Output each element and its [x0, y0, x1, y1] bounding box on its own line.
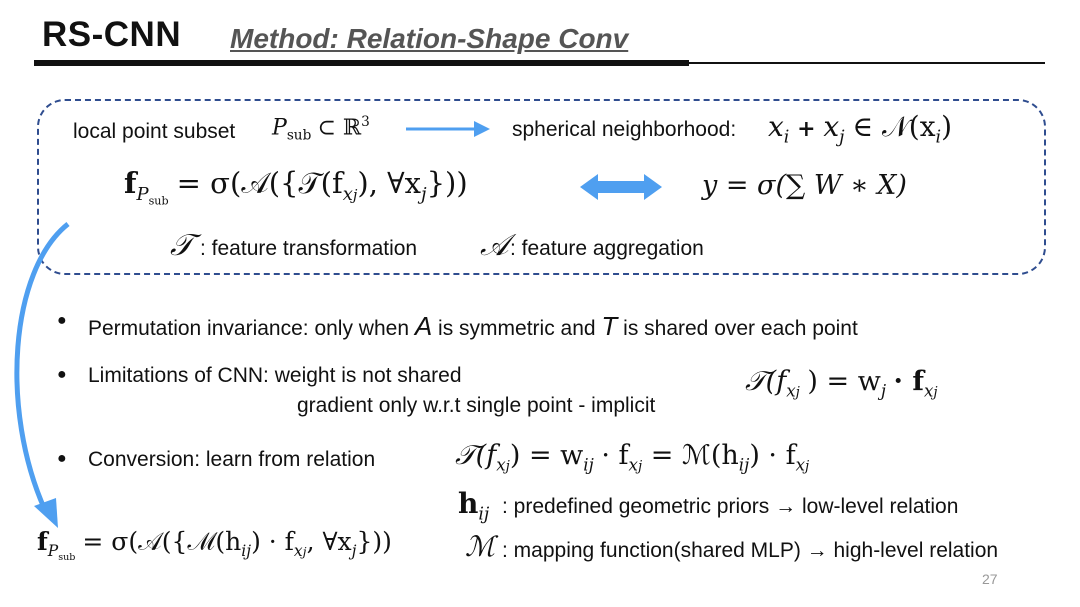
bullet-dot: ● — [57, 312, 67, 329]
slide-title: RS-CNN — [42, 15, 182, 54]
bullet-dot: ● — [57, 366, 67, 383]
h-symbol: $h_{ij}$ — [458, 487, 490, 525]
neighborhood-label: spherical neighborhood: — [512, 118, 737, 141]
T-label: : feature transformation — [200, 237, 418, 260]
subset-math: $P_{sub}$ ⊂ ℝ$^3$ — [272, 114, 370, 144]
subset-label: local point subset — [73, 120, 236, 143]
bullet-limitations-line2: gradient only w.r.t single point - implicit — [297, 394, 656, 417]
T-symbol: 𝒯 — [170, 228, 193, 263]
A-symbol: 𝒜 — [480, 228, 509, 263]
right-arrow-icon — [404, 118, 492, 140]
bullet-dot: ● — [57, 450, 67, 467]
bullet-conversion: Conversion: learn from relation — [88, 448, 376, 471]
h-label: : predefined geometric priors → low-level relation — [502, 495, 959, 518]
conversion-formula: $𝒯(f_{xj}) = w_{ij} \cdot f_{xj}$ = $ℳ(h_{ij}) \cdot f_{xj}$ — [455, 440, 810, 475]
title-rule-thin — [689, 62, 1045, 64]
A-label: : feature aggregation — [510, 237, 704, 260]
relation-shape-formula: $f_{P_{sub}}$ = $\sigma(𝒜(\{ℳ(h_{ij}) \cdot f_{xj}$, $\forall x_j$})) — [37, 527, 392, 564]
page-number: 27 — [982, 571, 998, 587]
M-label: : mapping function(shared MLP) → high-level relation — [502, 539, 999, 562]
conv-formula: y = σ(∑ W ∗ X) — [702, 170, 907, 201]
neighborhood-math: $x_i + x_j$ ∈ $𝒩(x_i)$ — [768, 110, 952, 148]
bullet-permutation: Permutation invariance: only when A is symmetric and T is shared over each point — [88, 311, 858, 341]
aggregation-formula: $f_{P_{sub}}$ = $\sigma(𝒜(\{𝒯(f_{xj})$, $\forall x_j$})) — [124, 166, 468, 208]
slide-subtitle: Method: Relation-Shape Conv — [230, 23, 629, 54]
limitations-formula: $𝒯(f_{xj}$ ) = $w_j \cdot f_{xj}$ — [745, 366, 938, 401]
double-arrow-icon — [580, 172, 662, 202]
curved-arrow-icon — [0, 210, 90, 540]
title-rule — [34, 60, 689, 66]
bullet-limitations-line1: Limitations of CNN: weight is not shared — [88, 364, 462, 387]
M-symbol: ℳ — [465, 530, 495, 563]
